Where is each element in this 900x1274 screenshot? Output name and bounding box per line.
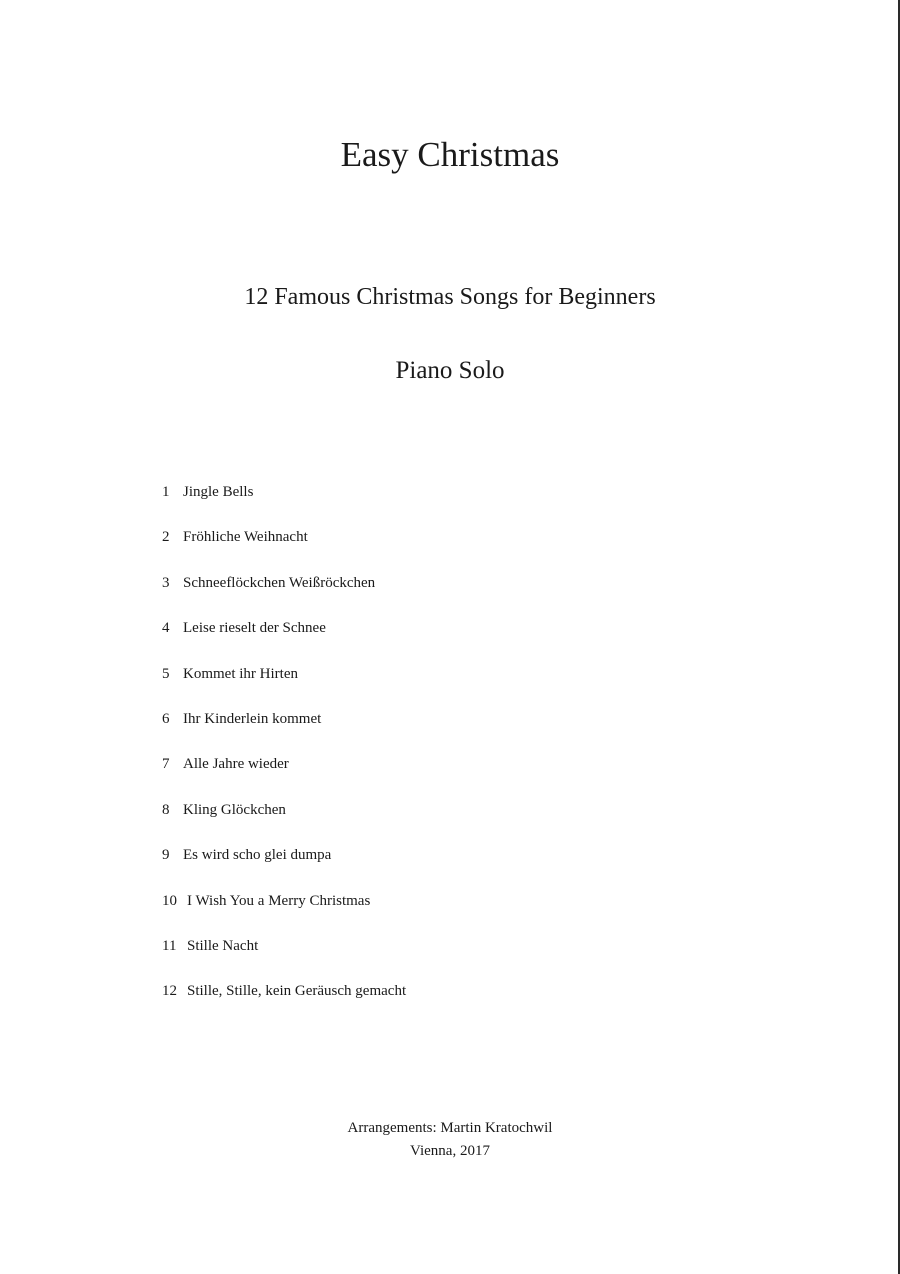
song-number: 5 [162,665,170,682]
song-title: Schneeflöckchen Weißröckchen [183,574,376,591]
song-number: 3 [162,574,170,591]
song-item [162,662,406,707]
document-title: Easy Christmas [340,135,560,174]
song-item [162,798,406,843]
song-number: 9 [162,847,170,864]
song-number: 8 [162,801,170,818]
song-title: Stille Nacht [187,937,259,954]
song-number: 12 [162,983,177,1000]
song-title: Leise rieselt der Schnee [183,620,326,637]
song-number: 1 [162,484,170,500]
arrangements-credit: Arrangements: Martin Kratochwil [347,1120,553,1136]
song-item [162,525,406,570]
song-title: Stille, Stille, kein Geräusch gemacht [187,983,407,1000]
song-item [162,889,406,934]
song-number: 4 [162,620,170,637]
instrument-label: Piano Solo [395,357,505,384]
song-title: Kommet ihr Hirten [183,665,298,682]
song-item [162,843,406,888]
song-item [162,571,406,616]
song-item [162,934,406,979]
song-number: 10 [162,892,177,909]
song-title: Ihr Kinderlein kommet [183,710,322,727]
song-title: Kling Glöckchen [183,801,286,818]
song-item [162,480,406,525]
song-title: I Wish You a Merry Christmas [187,892,371,909]
song-item [162,707,406,752]
song-list [162,480,406,1025]
song-title: Jingle Bells [183,484,254,500]
song-number: 6 [162,710,170,727]
song-item [162,979,406,1024]
song-number: 7 [162,756,170,773]
song-item [162,616,406,661]
song-title: Es wird scho glei dumpa [183,847,332,864]
footer-credits [0,1117,900,1163]
place-year: Vienna, 2017 [410,1143,490,1159]
song-item [162,752,406,797]
song-title: Alle Jahre wieder [183,756,289,773]
document-subtitle: 12 Famous Christmas Songs for Beginners [244,284,656,310]
song-number: 11 [162,937,177,954]
song-number: 2 [162,529,170,546]
song-title: Fröhliche Weihnacht [183,529,308,546]
